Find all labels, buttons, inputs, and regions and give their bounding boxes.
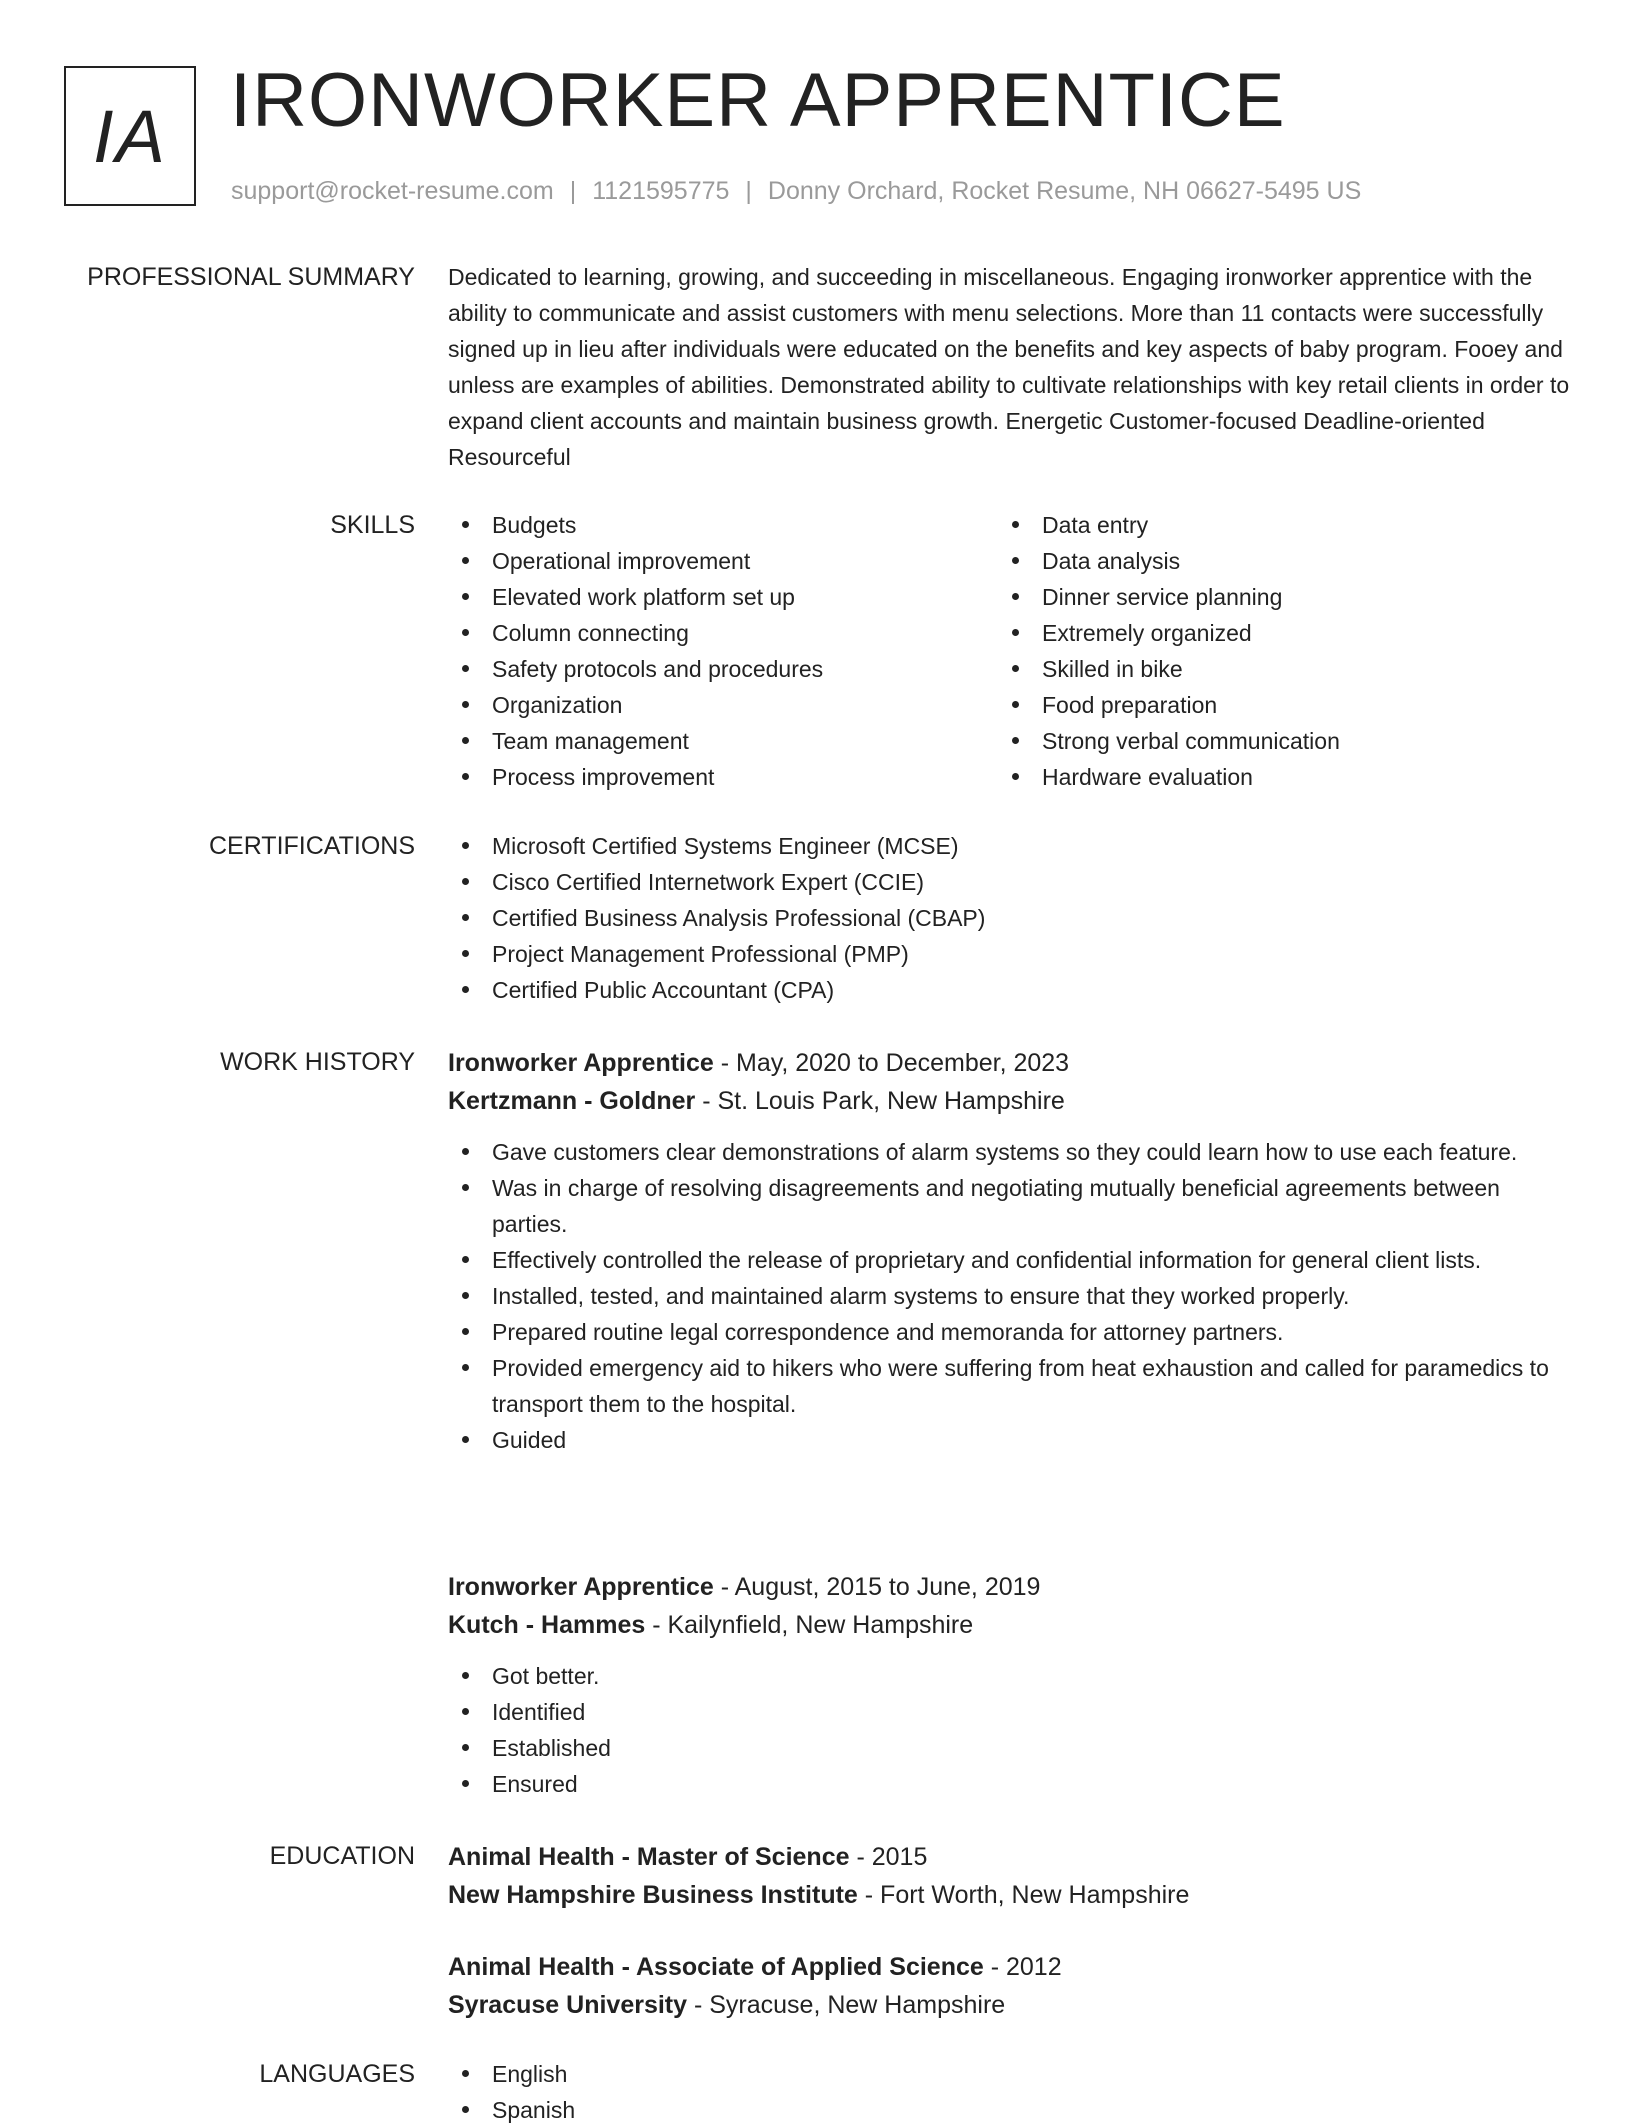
skills-list-right — [998, 507, 1548, 795]
job-bullet: Gave customers clear demonstrations of alarm systems so they could learn how to use each feature. — [448, 1134, 1574, 1170]
email: support@rocket-resume.com — [231, 177, 554, 205]
skill-item: Operational improvement — [448, 543, 998, 579]
job-title: Ironworker Apprentice — [448, 1573, 714, 1601]
degree-line — [448, 1948, 1574, 1986]
education-entry — [448, 1838, 1574, 1914]
job-bullet: Guided — [448, 1422, 1574, 1458]
skill-item: Food preparation — [998, 687, 1548, 723]
job-bullet: Got better. — [448, 1658, 1574, 1694]
degree-year: - 2015 — [849, 1843, 928, 1871]
certification-item: Microsoft Certified Systems Engineer (MCSE) — [448, 828, 1574, 864]
job-bullet: Effectively controlled the release of proprietary and confidential information for general client lists. — [448, 1242, 1574, 1278]
skill-item: Dinner service planning — [998, 579, 1548, 615]
degree: Animal Health - Associate of Applied Science — [448, 1953, 984, 1981]
job-bullet: Identified — [448, 1694, 1574, 1730]
job-title-line — [448, 1568, 1574, 1606]
job-bullets — [448, 1658, 1574, 1802]
job-bullet: Was in charge of resolving disagreements and negotiating mutually beneficial agreements between parties. — [448, 1170, 1574, 1242]
job-title-line — [448, 1044, 1574, 1082]
certification-item: Certified Public Accountant (CPA) — [448, 972, 1574, 1008]
certifications-label: CERTIFICATIONS — [208, 832, 415, 860]
skill-item: Safety protocols and procedures — [448, 651, 998, 687]
skills-label: SKILLS — [330, 511, 415, 539]
certification-item: Project Management Professional (PMP) — [448, 936, 1574, 972]
monogram: IA — [64, 66, 196, 206]
job-bullet: Established — [448, 1730, 1574, 1766]
skill-item: Team management — [448, 723, 998, 759]
candidate-name: IRONWORKER APPRENTICE — [230, 58, 1286, 143]
job-bullets — [448, 1134, 1574, 1458]
job-bullet: Installed, tested, and maintained alarm systems to ensure that they worked properly. — [448, 1278, 1574, 1314]
phone: 1121595775 — [592, 177, 730, 205]
skill-item: Data analysis — [998, 543, 1548, 579]
job-company-line — [448, 1606, 1574, 1644]
summary-label: PROFESSIONAL SUMMARY — [87, 263, 415, 291]
education-label: EDUCATION — [269, 1842, 415, 1870]
skill-item: Extremely organized — [998, 615, 1548, 651]
job-location: - Kailynfield, New Hampshire — [645, 1611, 974, 1639]
certifications-list — [448, 828, 1574, 1008]
skill-item: Column connecting — [448, 615, 998, 651]
skill-item: Organization — [448, 687, 998, 723]
skill-item: Process improvement — [448, 759, 998, 795]
job-entry — [448, 1568, 1574, 1802]
job-dates: - August, 2015 to June, 2019 — [713, 1573, 1041, 1601]
separator: | — [745, 177, 752, 205]
skill-item: Hardware evaluation — [998, 759, 1548, 795]
school-line — [448, 1876, 1574, 1914]
job-company: Kertzmann - Goldner — [448, 1087, 696, 1115]
job-title: Ironworker Apprentice — [448, 1049, 714, 1077]
skill-item: Skilled in bike — [998, 651, 1548, 687]
education-entry — [448, 1948, 1574, 2024]
certification-item: Certified Business Analysis Professional (CBAP) — [448, 900, 1574, 936]
school: Syracuse University — [448, 1991, 688, 2019]
degree-year: - 2012 — [983, 1953, 1062, 1981]
school-location: - Syracuse, New Hampshire — [687, 1991, 1006, 2019]
language-item: Spanish — [448, 2092, 1574, 2128]
school-line — [448, 1986, 1574, 2024]
contact-line — [231, 174, 1361, 208]
skill-item: Strong verbal communication — [998, 723, 1548, 759]
languages-list — [448, 2056, 1574, 2128]
job-entry — [448, 1044, 1574, 1458]
job-bullet: Ensured — [448, 1766, 1574, 1802]
degree: Animal Health - Master of Science — [448, 1843, 850, 1871]
languages-label: LANGUAGES — [259, 2060, 415, 2088]
language-item: English — [448, 2056, 1574, 2092]
job-dates: - May, 2020 to December, 2023 — [713, 1049, 1070, 1077]
work-history-label: WORK HISTORY — [220, 1048, 415, 1076]
separator: | — [569, 177, 577, 205]
job-bullet: Provided emergency aid to hikers who were suffering from heat exhaustion and called for paramedics to transport them to the hospital. — [448, 1350, 1574, 1422]
skill-item: Budgets — [448, 507, 998, 543]
certification-item: Cisco Certified Internetwork Expert (CCIE) — [448, 864, 1574, 900]
address: Donny Orchard, Rocket Resume, NH 06627-5495 US — [767, 177, 1362, 205]
skills-list-left — [448, 507, 998, 795]
job-company-line — [448, 1082, 1574, 1120]
skill-item: Elevated work platform set up — [448, 579, 998, 615]
degree-line — [448, 1838, 1574, 1876]
job-company: Kutch - Hammes — [448, 1611, 646, 1639]
school: New Hampshire Business Institute — [448, 1881, 858, 1909]
job-location: - St. Louis Park, New Hampshire — [695, 1087, 1065, 1115]
job-bullet: Prepared routine legal correspondence and memoranda for attorney partners. — [448, 1314, 1574, 1350]
summary-text: Dedicated to learning, growing, and succeeding in miscellaneous. Engaging ironworker apprentice with the ability to communicate and assist customers with menu selections. More than 11 contacts were successfully signed up in lieu after individuals were educated on the benefits and key aspects of baby program. Fooey and unless are examples of abilities. Demonstrated ability to cultivate relationships with key retail clients in order to expand client accounts and maintain business growth. Energetic Customer-focused Deadline-oriented Resourceful — [448, 264, 1570, 470]
school-location: - Fort Worth, New Hampshire — [857, 1881, 1190, 1909]
skill-item: Data entry — [998, 507, 1548, 543]
